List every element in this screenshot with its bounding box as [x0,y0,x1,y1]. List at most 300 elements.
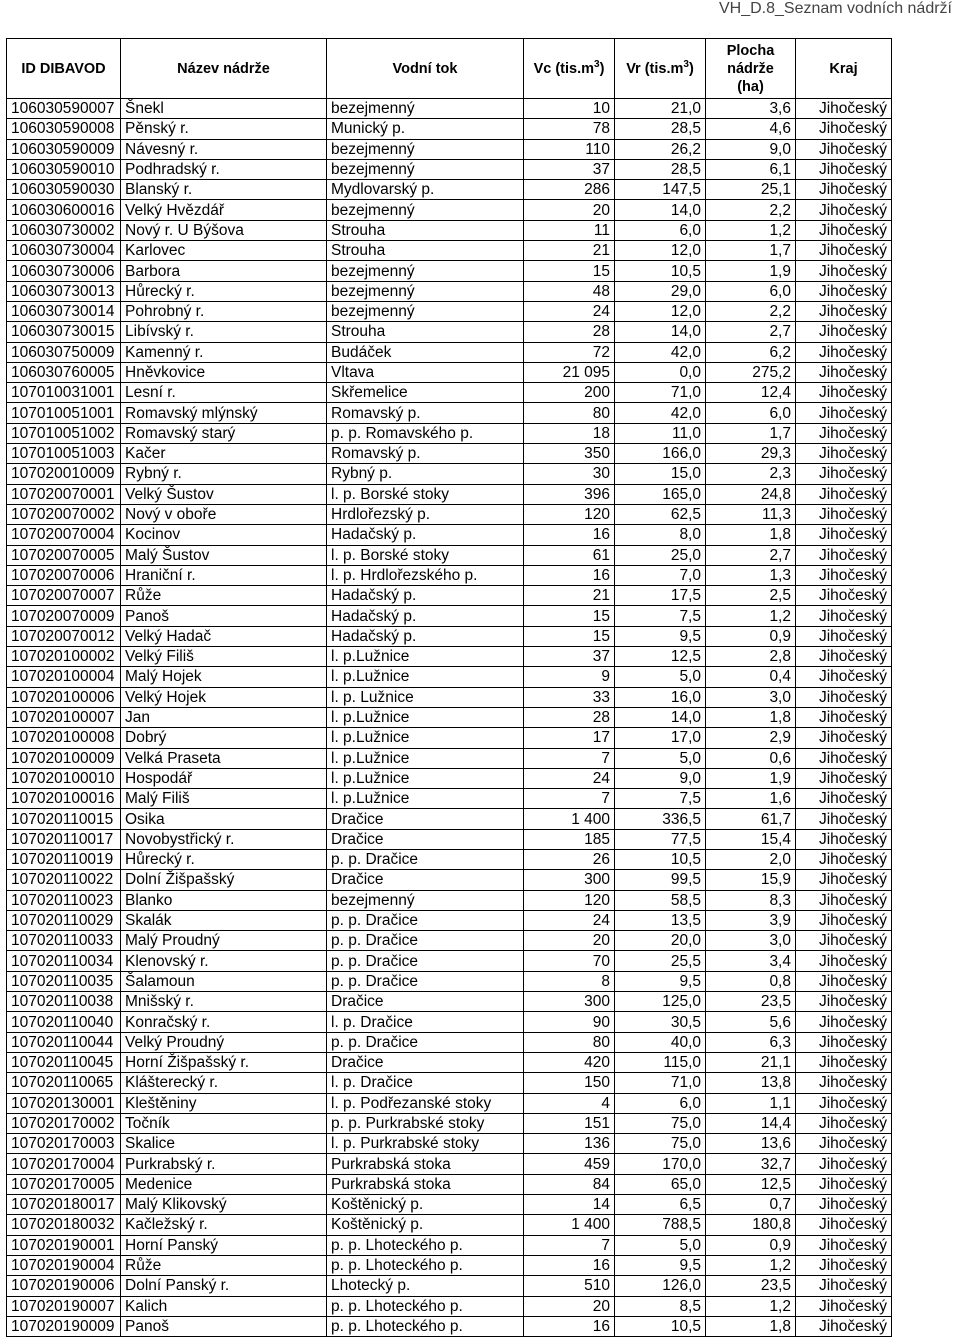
table-row [7,890,892,910]
cell-id: 107020130001 [7,1093,121,1113]
cell-plocha: 6,3 [706,1032,796,1052]
cell-id: 107020070009 [7,606,121,626]
cell-vc: 16 [524,565,615,585]
cell-kraj: Jihočeský [796,322,892,342]
cell-nazev: Klášterecký r. [121,1073,327,1093]
table-row [7,1316,892,1336]
cell-vc: 90 [524,1012,615,1032]
cell-plocha: 14,4 [706,1113,796,1133]
cell-vr: 8,5 [615,1296,706,1316]
cell-nazev: Libívský r. [121,322,327,342]
cell-vc: 9 [524,667,615,687]
cell-tok: l. p. Dračice [327,1012,524,1032]
cell-nazev: Hůrecký r. [121,849,327,869]
cell-kraj: Jihočeský [796,1093,892,1113]
cell-tok: Strouha [327,322,524,342]
cell-plocha: 23,5 [706,1276,796,1296]
cell-nazev: Malý Hojek [121,667,327,687]
cell-kraj: Jihočeský [796,383,892,403]
cell-plocha: 2,0 [706,849,796,869]
table-row [7,768,892,788]
cell-tok: Koštěnický p. [327,1215,524,1235]
header-plocha-2: nádrže [727,60,774,77]
table-row [7,1195,892,1215]
cell-nazev: Blanko [121,890,327,910]
cell-vr: 15,0 [615,464,706,484]
cell-id: 106030730006 [7,261,121,281]
table-row [7,565,892,585]
cell-vc: 350 [524,444,615,464]
table-row [7,322,892,342]
table-row [7,139,892,159]
cell-vr: 25,5 [615,951,706,971]
cell-kraj: Jihočeský [796,1012,892,1032]
cell-vc: 17 [524,728,615,748]
cell-plocha: 2,5 [706,586,796,606]
cell-kraj: Jihočeský [796,1255,892,1275]
cell-nazev: Kleštěniny [121,1093,327,1113]
cell-tok: l. p. Borské stoky [327,545,524,565]
cell-vc: 16 [524,525,615,545]
cell-id: 106030730014 [7,301,121,321]
cell-tok: p. p. Dračice [327,849,524,869]
cell-tok: p. p. Romavského p. [327,423,524,443]
cell-nazev: Velký Šustov [121,484,327,504]
cell-plocha: 3,0 [706,687,796,707]
cell-plocha: 1,1 [706,1093,796,1113]
cell-nazev: Novobystřický r. [121,829,327,849]
cell-kraj: Jihočeský [796,484,892,504]
cell-tok: l. p.Lužnice [327,667,524,687]
cell-kraj: Jihočeský [796,626,892,646]
cell-id: 107020100016 [7,789,121,809]
header-plocha-3: (ha) [737,78,764,95]
cell-plocha: 2,8 [706,647,796,667]
cell-vr: 14,0 [615,707,706,727]
cell-tok: Budáček [327,342,524,362]
cell-plocha: 0,4 [706,667,796,687]
cell-plocha: 1,2 [706,1255,796,1275]
cell-vc: 78 [524,119,615,139]
cell-tok: l. p.Lužnice [327,707,524,727]
cell-vr: 166,0 [615,444,706,464]
cell-vc: 510 [524,1276,615,1296]
table-row [7,281,892,301]
cell-tok: l. p. Podřezanské stoky [327,1093,524,1113]
cell-vr: 8,0 [615,525,706,545]
cell-vr: 71,0 [615,383,706,403]
header-tok: Vodní tok [327,39,524,99]
cell-vc: 20 [524,931,615,951]
cell-nazev: Velký Proudný [121,1032,327,1052]
cell-plocha: 3,6 [706,99,796,119]
cell-tok: l. p.Lužnice [327,768,524,788]
cell-nazev: Blanský r. [121,180,327,200]
cell-nazev: Růže [121,1255,327,1275]
cell-plocha: 21,1 [706,1052,796,1072]
cell-id: 107020180032 [7,1215,121,1235]
cell-vr: 10,5 [615,261,706,281]
cell-vr: 147,5 [615,180,706,200]
cell-tok: bezejmenný [327,261,524,281]
cell-kraj: Jihočeský [796,1113,892,1133]
cell-kraj: Jihočeský [796,992,892,1012]
cell-kraj: Jihočeský [796,139,892,159]
cell-vc: 24 [524,301,615,321]
table-row [7,261,892,281]
cell-nazev: Kamenný r. [121,342,327,362]
cell-vc: 80 [524,403,615,423]
cell-kraj: Jihočeský [796,241,892,261]
cell-kraj: Jihočeský [796,748,892,768]
cell-kraj: Jihočeský [796,870,892,890]
cell-kraj: Jihočeský [796,768,892,788]
cell-nazev: Dolní Žišpašský [121,870,327,890]
cell-vc: 28 [524,707,615,727]
table-row [7,200,892,220]
cell-vc: 28 [524,322,615,342]
table-row [7,748,892,768]
cell-vr: 6,0 [615,220,706,240]
cell-nazev: Horní Žišpašský r. [121,1052,327,1072]
cell-plocha: 1,7 [706,241,796,261]
cell-nazev: Šnekl [121,99,327,119]
table-row [7,1052,892,1072]
cell-id: 106030590009 [7,139,121,159]
cell-nazev: Točník [121,1113,327,1133]
cell-nazev: Rybný r. [121,464,327,484]
cell-plocha: 0,6 [706,748,796,768]
cell-id: 107020110034 [7,951,121,971]
cell-plocha: 32,7 [706,1154,796,1174]
cell-nazev: Karlovec [121,241,327,261]
cell-vc: 16 [524,1255,615,1275]
cell-plocha: 24,8 [706,484,796,504]
cell-vr: 10,5 [615,849,706,869]
cell-vr: 20,0 [615,931,706,951]
cell-vr: 5,0 [615,667,706,687]
cell-vc: 18 [524,423,615,443]
cell-vr: 6,5 [615,1195,706,1215]
cell-tok: l. p. Lužnice [327,687,524,707]
cell-kraj: Jihočeský [796,951,892,971]
cell-nazev: Návesný r. [121,139,327,159]
cell-tok: Hadačský p. [327,606,524,626]
cell-nazev: Nový v oboře [121,504,327,524]
cell-plocha: 0,8 [706,971,796,991]
cell-vr: 62,5 [615,504,706,524]
cell-nazev: Šalamoun [121,971,327,991]
cell-tok: p. p. Dračice [327,951,524,971]
cell-id: 107020100009 [7,748,121,768]
table-row [7,992,892,1012]
table-row [7,545,892,565]
cell-vr: 126,0 [615,1276,706,1296]
cell-id: 107020110033 [7,931,121,951]
cell-id: 106030730015 [7,322,121,342]
cell-kraj: Jihočeský [796,890,892,910]
cell-plocha: 2,7 [706,545,796,565]
cell-kraj: Jihočeský [796,200,892,220]
cell-id: 107020010009 [7,464,121,484]
header-plocha-1: Plocha [726,42,775,59]
cell-kraj: Jihočeský [796,525,892,545]
cell-nazev: Kalich [121,1296,327,1316]
cell-id: 107020070006 [7,565,121,585]
cell-tok: p. p. Dračice [327,910,524,930]
cell-kraj: Jihočeský [796,342,892,362]
cell-kraj: Jihočeský [796,1154,892,1174]
cell-id: 106030730013 [7,281,121,301]
cell-tok: Dračice [327,809,524,829]
cell-tok: Romavský p. [327,403,524,423]
cell-kraj: Jihočeský [796,565,892,585]
cell-plocha: 0,7 [706,1195,796,1215]
table-row [7,647,892,667]
cell-vc: 33 [524,687,615,707]
cell-id: 106030750009 [7,342,121,362]
cell-id: 107020100007 [7,707,121,727]
table-row [7,342,892,362]
cell-nazev: Kocinov [121,525,327,545]
cell-vr: 10,5 [615,1316,706,1336]
table-row [7,504,892,524]
cell-id: 106030730004 [7,241,121,261]
cell-nazev: Skalice [121,1134,327,1154]
cell-vc: 21 [524,241,615,261]
cell-plocha: 1,8 [706,707,796,727]
cell-nazev: Hněvkovice [121,362,327,382]
cell-nazev: Velká Praseta [121,748,327,768]
table-row [7,667,892,687]
cell-vr: 29,0 [615,281,706,301]
table-row [7,789,892,809]
cell-kraj: Jihočeský [796,1296,892,1316]
cell-tok: p. p. Dračice [327,1032,524,1052]
cell-id: 107020070004 [7,525,121,545]
header-vc [524,39,615,99]
cell-plocha: 1,9 [706,768,796,788]
cell-vc: 20 [524,1296,615,1316]
cell-tok: Dračice [327,1052,524,1072]
cell-vr: 77,5 [615,829,706,849]
cell-id: 107020110022 [7,870,121,890]
cell-id: 107020110019 [7,849,121,869]
cell-nazev: Mnišský r. [121,992,327,1012]
cell-nazev: Konračský r. [121,1012,327,1032]
cell-tok: l. p.Lužnice [327,748,524,768]
cell-id: 107020190001 [7,1235,121,1255]
table-row [7,606,892,626]
cell-nazev: Osika [121,809,327,829]
cell-vc: 11 [524,220,615,240]
cell-plocha: 6,1 [706,159,796,179]
cell-kraj: Jihočeský [796,687,892,707]
cell-vc: 48 [524,281,615,301]
cell-kraj: Jihočeský [796,1316,892,1336]
header-vr-label: Vr (tis.m [626,60,684,77]
cell-id: 106030590008 [7,119,121,139]
cell-kraj: Jihočeský [796,667,892,687]
cell-vr: 9,5 [615,626,706,646]
cell-tok: Hadačský p. [327,525,524,545]
cell-id: 107020070007 [7,586,121,606]
cell-id: 107020070001 [7,484,121,504]
table-row [7,1296,892,1316]
cell-tok: Romavský p. [327,444,524,464]
cell-vr: 12,0 [615,241,706,261]
cell-vr: 12,0 [615,301,706,321]
cell-id: 107020070012 [7,626,121,646]
table-row [7,1174,892,1194]
cell-tok: Strouha [327,241,524,261]
cell-kraj: Jihočeský [796,180,892,200]
cell-tok: Dračice [327,870,524,890]
table-row [7,626,892,646]
cell-plocha: 2,3 [706,464,796,484]
table-row [7,809,892,829]
cell-kraj: Jihočeský [796,261,892,281]
cell-vc: 80 [524,1032,615,1052]
cell-kraj: Jihočeský [796,1134,892,1154]
cell-vc: 4 [524,1093,615,1113]
cell-vr: 9,5 [615,971,706,991]
table-row [7,829,892,849]
cell-tok: p. p. Lhoteckého p. [327,1316,524,1336]
cell-nazev: Hraniční r. [121,565,327,585]
cell-kraj: Jihočeský [796,647,892,667]
cell-kraj: Jihočeský [796,1174,892,1194]
cell-vc: 110 [524,139,615,159]
cell-vr: 9,5 [615,1255,706,1275]
cell-vc: 459 [524,1154,615,1174]
cell-kraj: Jihočeský [796,849,892,869]
cell-kraj: Jihočeský [796,1195,892,1215]
cell-tok: Dračice [327,829,524,849]
cell-kraj: Jihočeský [796,809,892,829]
cell-nazev: Dobrý [121,728,327,748]
cell-plocha: 6,0 [706,403,796,423]
cell-tok: Hadačský p. [327,626,524,646]
cell-id: 107020110015 [7,809,121,829]
cell-tok: Purkrabská stoka [327,1154,524,1174]
cell-vr: 75,0 [615,1113,706,1133]
table-row [7,383,892,403]
table-row [7,1255,892,1275]
cell-vc: 7 [524,789,615,809]
cell-vc: 10 [524,99,615,119]
cell-tok: Purkrabská stoka [327,1174,524,1194]
table-row [7,301,892,321]
cell-vc: 1 400 [524,1215,615,1235]
cell-plocha: 1,9 [706,261,796,281]
cell-vc: 7 [524,1235,615,1255]
cell-vc: 1 400 [524,809,615,829]
cell-plocha: 2,9 [706,728,796,748]
cell-id: 107020110017 [7,829,121,849]
cell-kraj: Jihočeský [796,464,892,484]
cell-kraj: Jihočeský [796,606,892,626]
cell-id: 107020170002 [7,1113,121,1133]
cell-nazev: Pohrobný r. [121,301,327,321]
cell-plocha: 0,9 [706,626,796,646]
table-row [7,464,892,484]
table-row [7,870,892,890]
cell-id: 107020190006 [7,1276,121,1296]
cell-tok: Hadačský p. [327,586,524,606]
table-row [7,159,892,179]
cell-id: 107020180017 [7,1195,121,1215]
cell-vc: 151 [524,1113,615,1133]
cell-kraj: Jihočeský [796,1215,892,1235]
cell-plocha: 6,2 [706,342,796,362]
cell-vr: 125,0 [615,992,706,1012]
cell-vr: 65,0 [615,1174,706,1194]
header-nazev: Název nádrže [121,39,327,99]
cell-tok: bezejmenný [327,139,524,159]
cell-id: 107020190004 [7,1255,121,1275]
cell-vr: 99,5 [615,870,706,890]
cell-vr: 28,5 [615,159,706,179]
cell-vr: 25,0 [615,545,706,565]
cell-plocha: 0,9 [706,1235,796,1255]
cell-plocha: 4,6 [706,119,796,139]
cell-vc: 30 [524,464,615,484]
table-row [7,707,892,727]
cell-plocha: 29,3 [706,444,796,464]
cell-tok: l. p. Dračice [327,1073,524,1093]
cell-nazev: Velký Hvězdář [121,200,327,220]
cell-vc: 26 [524,849,615,869]
cell-nazev: Klenovský r. [121,951,327,971]
table-row [7,1032,892,1052]
cell-vr: 75,0 [615,1134,706,1154]
cell-plocha: 1,8 [706,1316,796,1336]
cell-nazev: Velký Filiš [121,647,327,667]
cell-vr: 13,5 [615,910,706,930]
cell-tok: Lhotecký p. [327,1276,524,1296]
cell-vc: 300 [524,992,615,1012]
cell-kraj: Jihočeský [796,362,892,382]
cell-vr: 28,5 [615,119,706,139]
header-id: ID DIBAVOD [7,39,121,99]
cell-nazev: Kačležský r. [121,1215,327,1235]
cell-nazev: Panoš [121,1316,327,1336]
cell-tok: Hrdlořezský p. [327,504,524,524]
cell-id: 107020100010 [7,768,121,788]
cell-id: 106030590010 [7,159,121,179]
cell-kraj: Jihočeský [796,1235,892,1255]
cell-kraj: Jihočeský [796,423,892,443]
cell-plocha: 1,6 [706,789,796,809]
cell-vr: 14,0 [615,200,706,220]
header-vr [615,39,706,99]
cell-id: 106030590030 [7,180,121,200]
cell-kraj: Jihočeský [796,586,892,606]
cell-kraj: Jihočeský [796,1052,892,1072]
header-kraj: Kraj [796,39,892,99]
table-row [7,362,892,382]
cell-vr: 6,0 [615,1093,706,1113]
cell-nazev: Nový r. U Býšova [121,220,327,240]
cell-nazev: Purkrabský r. [121,1154,327,1174]
cell-id: 107020110035 [7,971,121,991]
table-row [7,241,892,261]
table-header-row [7,39,892,99]
cell-id: 107020100006 [7,687,121,707]
cell-tok: p. p. Lhoteckého p. [327,1255,524,1275]
cell-vr: 336,5 [615,809,706,829]
